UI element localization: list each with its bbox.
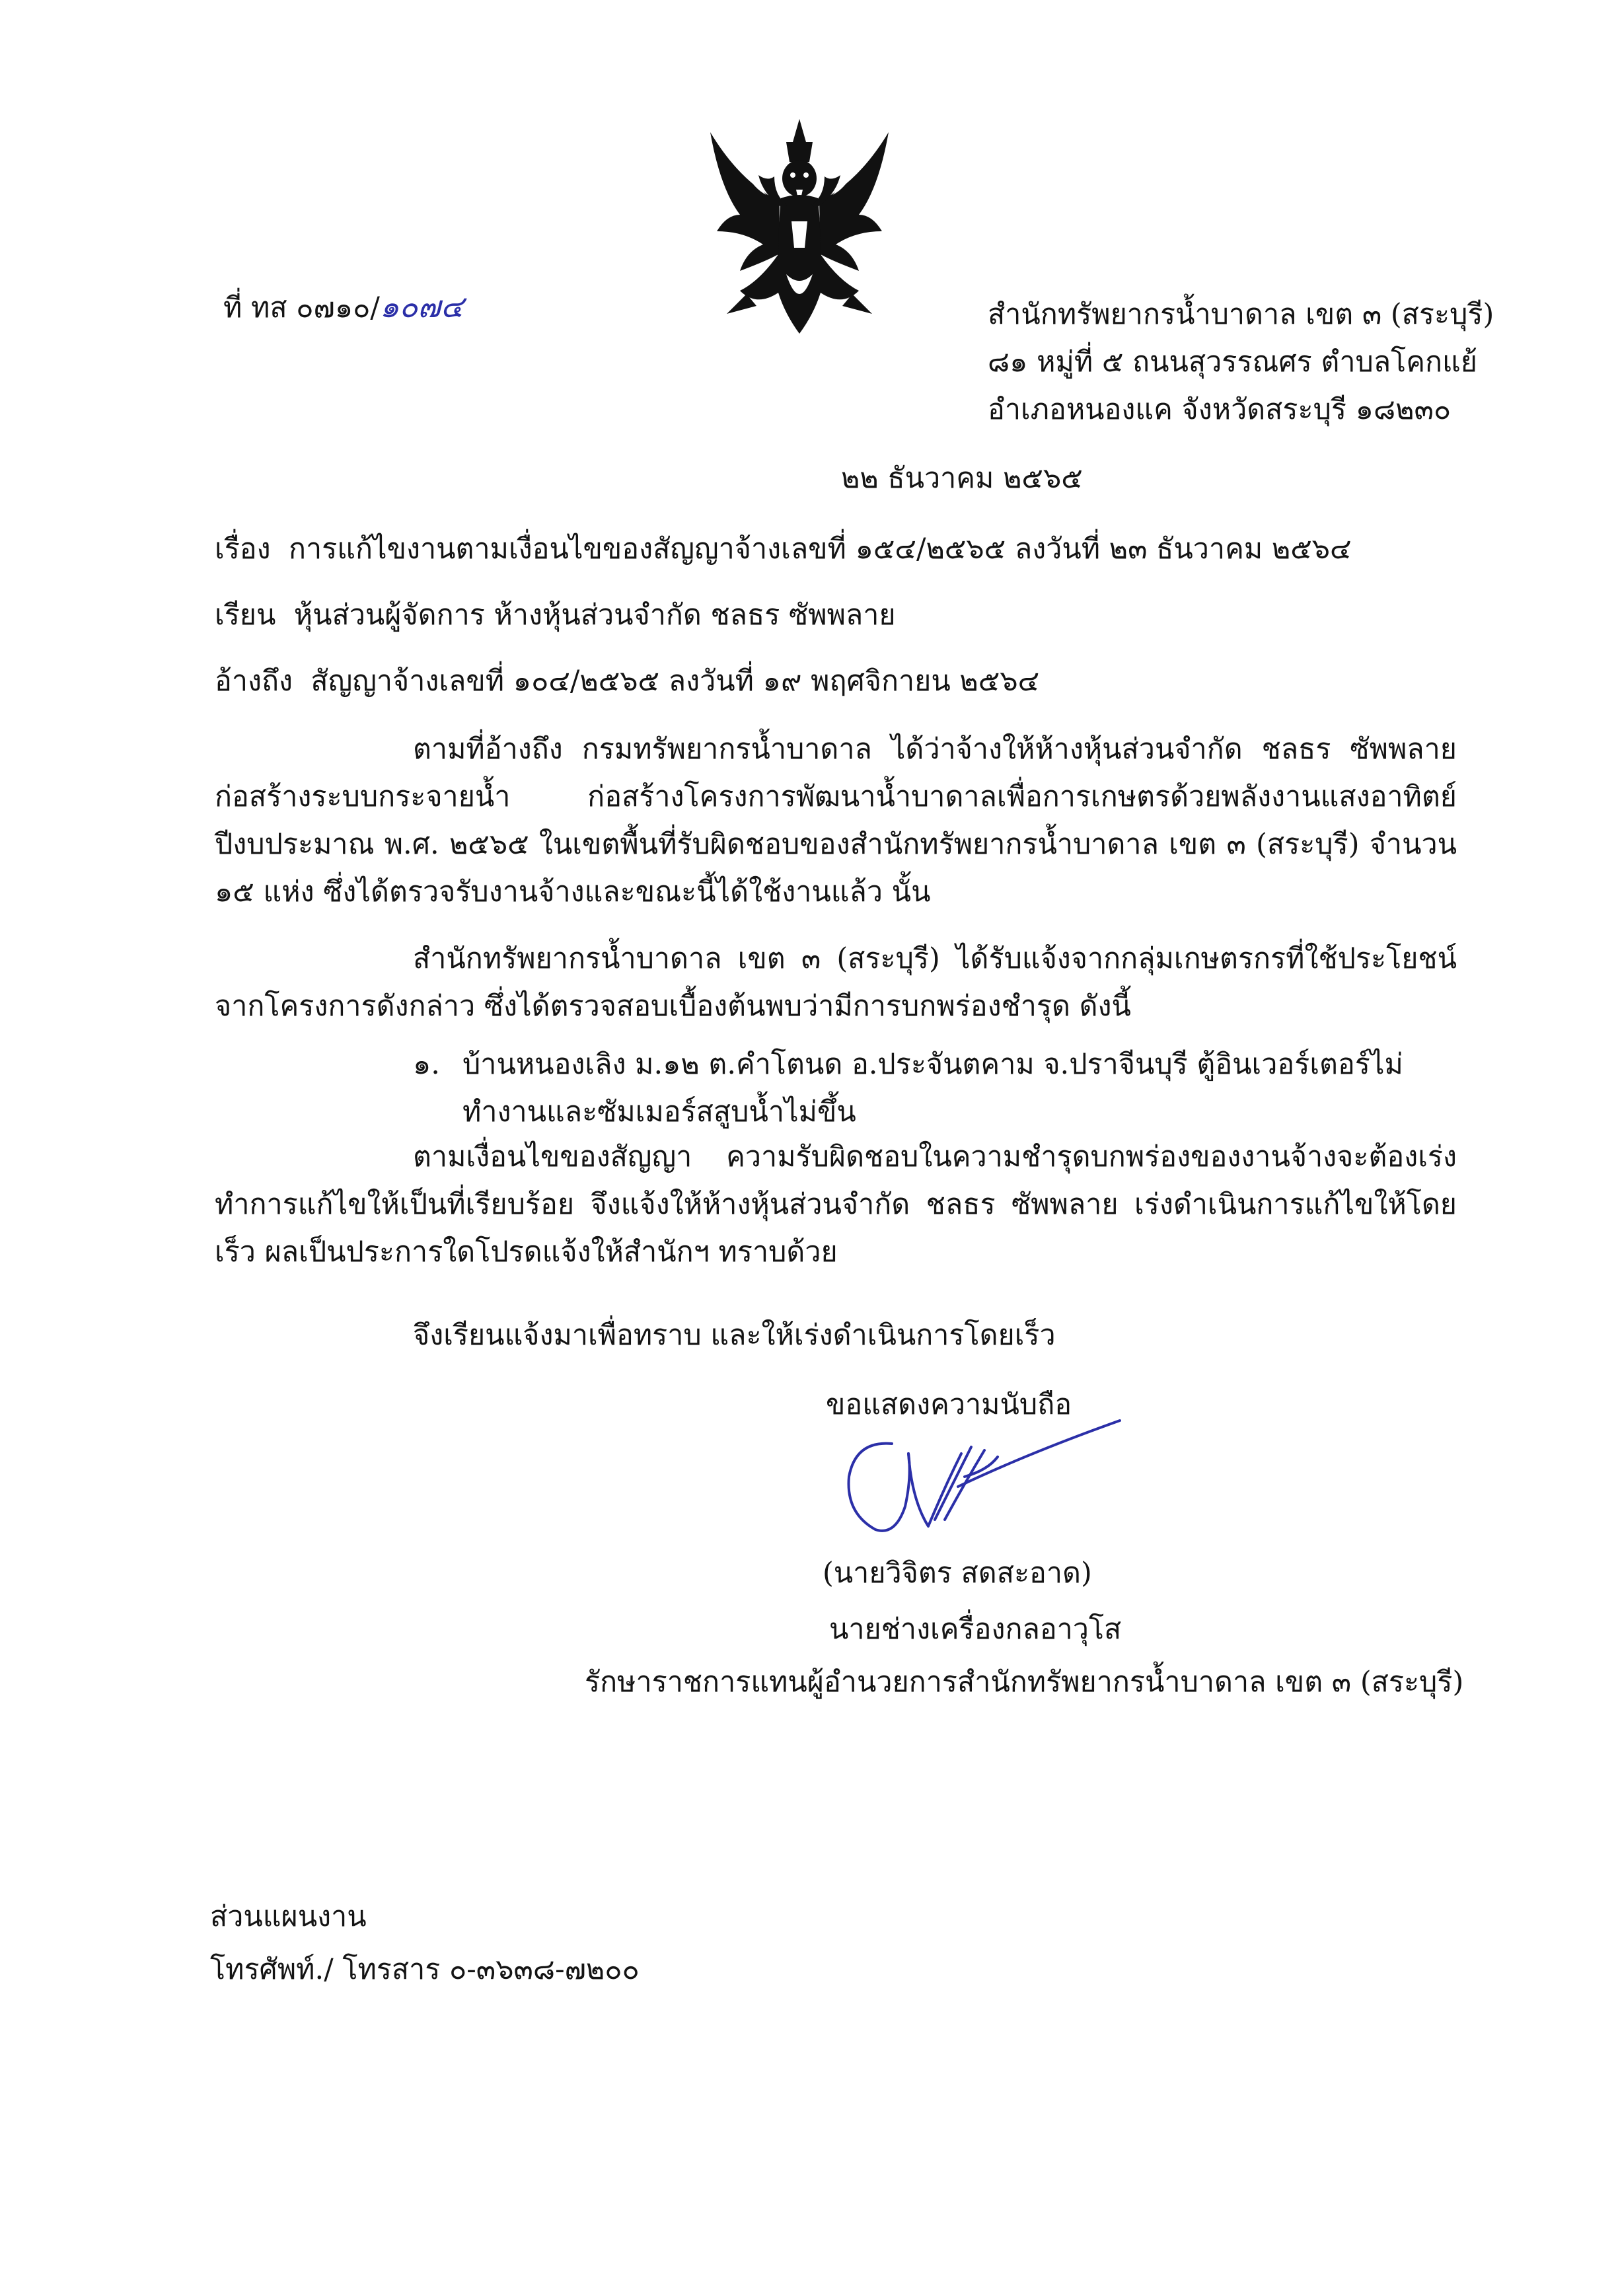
sender-address-line: อำเภอหนองแค จังหวัดสระบุรี ๑๘๒๓๐ bbox=[988, 393, 1452, 426]
subject-label: เรื่อง bbox=[215, 533, 271, 566]
sender-address bbox=[988, 291, 1529, 433]
body-paragraph-1: ตามที่อ้างถึง กรมทรัพยากรน้ำบาดาล ได้ว่าจ้างให้ห้างหุ้นส่วนจำกัด ชลธร ซัพพลาย ก่อสร้างระบบกระจายน้ำ ก่อสร้างโครงการพัฒนาน้ำบาดาลเพื่อการเกษตรด้วยพลังงานแสงอาทิตย์ ปีงบประมาณ พ.ศ. ๒๕๖๕ ในเขตพื้นที่รับผิดชอบของสำนักทรัพยากรน้ำบาดาล เขต ๓ (สระบุรี) จำนวน ๑๕ แห่ง ซึ่งได้ตรวจรับงานจ้างและขณะนี้ได้ใช้งานแล้ว นั้น bbox=[215, 733, 1457, 908]
reference-number bbox=[223, 283, 464, 332]
sender-address-line: ๘๑ หมู่ที่ ๕ ถนนสุวรรณศร ตำบลโคกแย้ bbox=[988, 346, 1477, 379]
reference-line bbox=[215, 657, 1039, 705]
letter-date: ๒๒ ธันวาคม ๒๕๖๕ bbox=[841, 462, 1083, 495]
reference-label: อ้างถึง bbox=[215, 665, 293, 698]
reference-text: สัญญาจ้างเลขที่ ๑๐๔/๒๕๖๕ ลงวันที่ ๑๙ พฤศจิกายน ๒๕๖๔ bbox=[311, 665, 1040, 698]
signer-name: (นายวิจิตร สดสะอาด) bbox=[823, 1557, 1092, 1590]
body-paragraph-2: สำนักทรัพยากรน้ำบาดาล เขต ๓ (สระบุรี) ได้รับแจ้งจากกลุ่มเกษตรกรที่ใช้ประโยชน์จากโครงการดังกล่าว ซึ่งได้ตรวจสอบเบื้องต้นพบว่ามีการบกพร่องชำรุด ดังนี้ bbox=[215, 942, 1457, 1023]
recipient-text: หุ้นส่วนผู้จัดการ ห้างหุ้นส่วนจำกัด ชลธร ซัพพลาย bbox=[293, 599, 896, 632]
regards-line: ขอแสดงความนับถือ bbox=[826, 1388, 1072, 1421]
garuda-emblem-icon bbox=[700, 116, 899, 340]
footer-phone: โทรศัพท์./ โทรสาร ๐-๓๖๓๘-๗๒๐๐ bbox=[210, 1953, 640, 1986]
reference-prefix: ที่ ทส ๐๗๑๐/ bbox=[223, 291, 380, 324]
list-item-number: ๑. bbox=[413, 1048, 440, 1081]
subject-text: การแก้ไขงานตามเงื่อนไขของสัญญาจ้างเลขที่ ๑๕๔/๒๕๖๕ ลงวันที่ ๒๓ ธันวาคม ๒๕๖๔ bbox=[288, 533, 1352, 566]
recipient-line bbox=[215, 591, 896, 639]
sender-address-line: สำนักทรัพยากรน้ำบาดาล เขต ๓ (สระบุรี) bbox=[988, 298, 1494, 331]
closing-statement: จึงเรียนแจ้งมาเพื่อทราบ และให้เร่งดำเนินการโดยเร็ว bbox=[413, 1319, 1056, 1352]
subject-line bbox=[215, 525, 1352, 573]
list-item-text: บ้านหนองเลิง ม.๑๒ ต.คำโตนด อ.ประจันตคาม จ.ปราจีนบุรี ตู้อินเวอร์เตอร์ไม่ทำงานและซัมเมอร์สสูบน้ำไม่ขึ้น bbox=[462, 1048, 1403, 1129]
signer-acting-title: รักษาราชการแทนผู้อำนวยการสำนักทรัพยากรน้ำบาดาล เขต ๓ (สระบุรี) bbox=[585, 1666, 1464, 1699]
handwritten-signature bbox=[829, 1414, 1133, 1546]
reference-handwritten-number: ๑๐๗๔ bbox=[379, 289, 464, 324]
footer-department: ส่วนแผนงาน bbox=[210, 1900, 367, 1933]
signer-position: นายช่างเครื่องกลอาวุโส bbox=[829, 1613, 1122, 1646]
recipient-label: เรียน bbox=[215, 599, 276, 632]
body-paragraph-3: ตามเงื่อนไขของสัญญา ความรับผิดชอบในความชำรุดบกพร่องของงานจ้างจะต้องเร่งทำการแก้ไขให้เป็นที่เรียบร้อย จึงแจ้งให้ห้างหุ้นส่วนจำกัด ชลธร ซัพพลาย เร่งดำเนินการแก้ไขให้โดยเร็ว ผลเป็นประการใดโปรดแจ้งให้สำนักฯ ทราบด้วย bbox=[215, 1140, 1457, 1269]
